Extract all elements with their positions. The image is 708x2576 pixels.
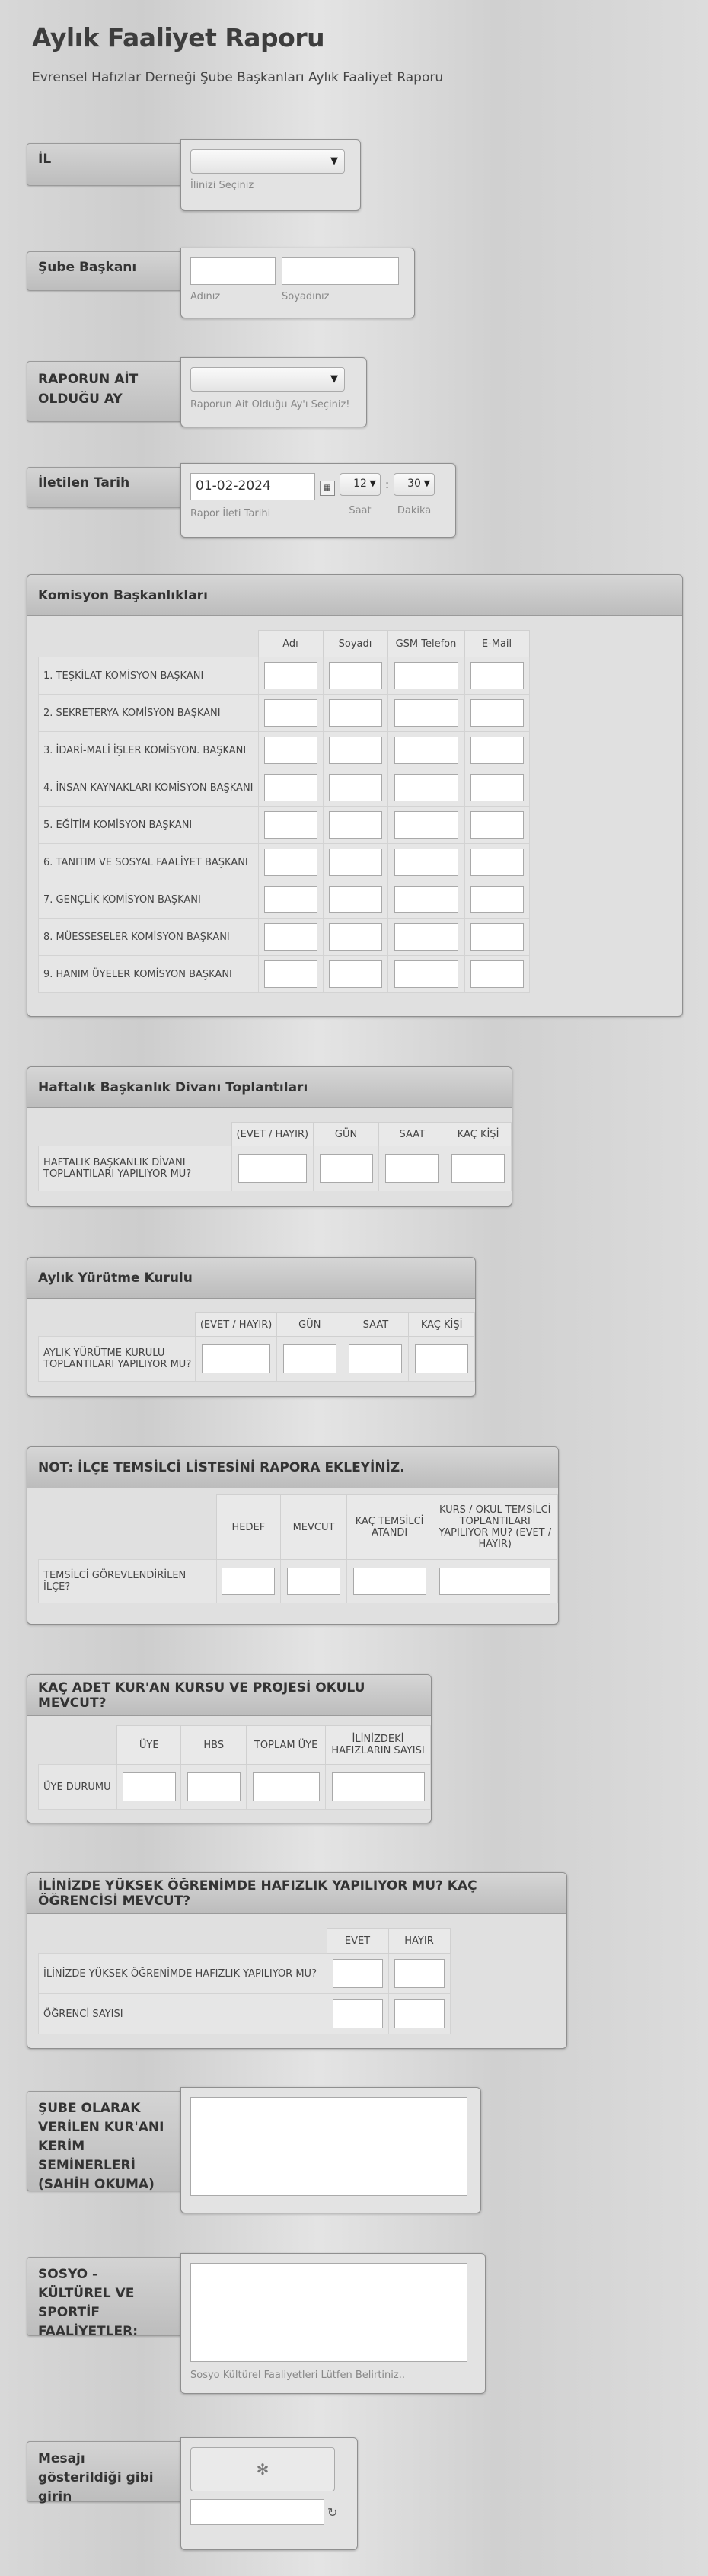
chevron-down-icon: ▼	[369, 478, 376, 488]
sosyo-hint: Sosyo Kültürel Faaliyetleri Lütfen Belirtiniz..	[190, 2370, 405, 2381]
yuksek-table	[38, 1928, 451, 2034]
row-label: TEMSİLCİ GÖREVLENDİRİLEN İLÇE?	[39, 1560, 217, 1603]
grid-corner	[39, 1313, 196, 1337]
grid-input[interactable]	[470, 699, 524, 727]
input-cell	[323, 919, 387, 956]
row-label: ÖĞRENCİ SAYISI	[39, 1994, 327, 2034]
hour-select[interactable]: 12 ▼	[340, 473, 381, 496]
input-cell	[387, 919, 464, 956]
grid-input[interactable]	[394, 811, 458, 839]
grid-input[interactable]	[451, 1154, 505, 1183]
table-row	[39, 1560, 558, 1603]
grid-input[interactable]	[394, 699, 458, 727]
grid-input[interactable]	[333, 1959, 383, 1988]
il-label: İL	[27, 143, 182, 186]
grid-input[interactable]	[394, 923, 458, 951]
kuran-kursu-table	[38, 1725, 431, 1810]
grid-input[interactable]	[415, 1344, 468, 1373]
grid-input[interactable]	[238, 1154, 307, 1183]
table-row	[39, 844, 530, 881]
row-label: 6. TANITIM VE SOSYAL FAALİYET BAŞKANI	[39, 844, 259, 881]
grid-corner	[39, 631, 259, 657]
captcha-field-group	[180, 2437, 358, 2550]
grid-corner	[39, 1123, 232, 1146]
chevron-down-icon: ▼	[330, 373, 338, 385]
table-row	[39, 881, 530, 919]
input-cell	[258, 769, 323, 807]
grid-input[interactable]	[470, 737, 524, 764]
aylik-title: Aylık Yürütme Kurulu	[27, 1258, 475, 1299]
grid-input[interactable]	[329, 886, 382, 913]
input-cell	[258, 881, 323, 919]
column-header: GSM Telefon	[387, 631, 464, 657]
grid-input[interactable]	[264, 849, 317, 876]
column-header: (EVET / HAYIR)	[196, 1313, 277, 1337]
row-label: 9. HANIM ÜYELER KOMİSYON BAŞKANI	[39, 956, 259, 993]
column-header: TOPLAM ÜYE	[247, 1726, 326, 1765]
grid-input[interactable]	[329, 960, 382, 988]
last-name-sublabel: Soyadınız	[282, 291, 330, 302]
input-cell	[445, 1146, 512, 1191]
column-header: HEDEF	[216, 1495, 281, 1560]
row-label: 3. İDARİ-MALİ İŞLER KOMİSYON. BAŞKANI	[39, 732, 259, 769]
input-cell	[387, 881, 464, 919]
grid-input[interactable]	[283, 1344, 336, 1373]
sosyo-label: SOSYO - KÜLTÜREL VE SPORTİF FAALİYETLER:	[27, 2257, 182, 2336]
grid-input[interactable]	[287, 1568, 340, 1595]
input-cell	[247, 1765, 326, 1810]
temsilci-table	[38, 1494, 558, 1603]
row-label: HAFTALIK BAŞKANLIK DİVANI TOPLANTILARI YAPILIYOR MU?	[39, 1146, 232, 1191]
chevron-down-icon: ▼	[330, 155, 338, 167]
input-cell	[464, 769, 529, 807]
il-hint: İlinizi Seçiniz	[190, 180, 254, 191]
grid-input[interactable]	[329, 849, 382, 876]
column-header: GÜN	[313, 1123, 379, 1146]
minute-select[interactable]: 30 ▼	[394, 473, 435, 496]
sube-baskani-field-group	[180, 248, 415, 318]
komisyon-panel	[27, 574, 683, 1017]
column-header: Adı	[258, 631, 323, 657]
yuksek-panel	[27, 1872, 567, 2049]
grid-input[interactable]	[439, 1568, 550, 1595]
row-label: İLİNİZDE YÜKSEK ÖĞRENİMDE HAFIZLIK YAPILIYOR MU?	[39, 1954, 327, 1994]
row-label: 7. GENÇLİK KOMİSYON BAŞKANI	[39, 881, 259, 919]
kuran-kursu-panel	[27, 1674, 432, 1823]
table-row	[39, 1146, 512, 1191]
row-label: AYLIK YÜRÜTME KURULU TOPLANTILARI YAPILIYOR MU?	[39, 1337, 196, 1382]
input-cell	[387, 732, 464, 769]
column-header: KURS / OKUL TEMSİLCİ TOPLANTILARI YAPILIYOR MU? (EVET / HAYIR)	[432, 1495, 558, 1560]
temsilci-title: NOT: İLÇE TEMSİLCİ LİSTESİNİ RAPORA EKLEYİNİZ.	[27, 1447, 558, 1488]
yuksek-title: İLİNİZDE YÜKSEK ÖĞRENİMDE HAFIZLIK YAPILIYOR MU? KAÇ ÖĞRENCİSİ MEVCUT?	[27, 1873, 566, 1914]
grid-input[interactable]	[385, 1154, 439, 1183]
table-row	[39, 1765, 431, 1810]
hour-sublabel: Saat	[349, 505, 372, 516]
input-cell	[323, 657, 387, 695]
time-separator: :	[385, 478, 390, 491]
grid-input[interactable]	[329, 811, 382, 839]
input-cell	[258, 732, 323, 769]
grid-input[interactable]	[333, 1999, 383, 2028]
column-header: Soyadı	[323, 631, 387, 657]
grid-input[interactable]	[264, 923, 317, 951]
input-cell	[387, 695, 464, 732]
table-row	[39, 732, 530, 769]
input-cell	[258, 919, 323, 956]
input-cell	[231, 1146, 313, 1191]
table-row	[39, 657, 530, 695]
input-cell	[258, 956, 323, 993]
grid-input[interactable]	[264, 960, 317, 988]
input-cell	[387, 769, 464, 807]
captcha-label: Mesajı gösterildiği gibi girin	[27, 2441, 182, 2502]
column-header: KAÇ TEMSİLCİ ATANDI	[346, 1495, 432, 1560]
grid-input[interactable]	[187, 1772, 241, 1801]
table-row	[39, 769, 530, 807]
input-cell	[276, 1337, 343, 1382]
input-cell	[181, 1765, 247, 1810]
grid-input[interactable]	[264, 811, 317, 839]
input-cell	[346, 1560, 432, 1603]
input-cell	[327, 1994, 388, 2034]
seminer-textarea[interactable]	[190, 2097, 467, 2196]
grid-input[interactable]	[394, 960, 458, 988]
input-cell	[388, 1994, 450, 2034]
row-label: 8. MÜESSESELER KOMİSYON BAŞKANI	[39, 919, 259, 956]
input-cell	[281, 1560, 347, 1603]
input-cell	[216, 1560, 281, 1603]
input-cell	[464, 695, 529, 732]
grid-input[interactable]	[329, 923, 382, 951]
grid-input[interactable]	[264, 737, 317, 764]
grid-input[interactable]	[470, 774, 524, 801]
table-row	[39, 1954, 451, 1994]
input-cell	[323, 807, 387, 844]
grid-input[interactable]	[470, 849, 524, 876]
input-cell	[464, 881, 529, 919]
input-cell	[258, 657, 323, 695]
first-name-sublabel: Adınız	[190, 291, 221, 302]
seminer-field-group	[180, 2087, 481, 2213]
grid-input[interactable]	[329, 737, 382, 764]
grid-input[interactable]	[264, 774, 317, 801]
input-cell	[258, 807, 323, 844]
grid-input[interactable]	[470, 811, 524, 839]
grid-input[interactable]	[329, 662, 382, 689]
input-cell	[387, 657, 464, 695]
column-header: E-Mail	[464, 631, 529, 657]
il-field-group	[180, 139, 361, 211]
grid-input[interactable]	[264, 662, 317, 689]
grid-input[interactable]	[264, 886, 317, 913]
rapor-ay-label: RAPORUN AİT OLDUĞU AY	[27, 361, 182, 422]
refresh-icon[interactable]: ↻	[327, 2504, 338, 2520]
input-cell	[323, 844, 387, 881]
komisyon-table	[38, 630, 530, 993]
iletilen-tarih-label: İletilen Tarih	[27, 467, 182, 508]
grid-input[interactable]	[253, 1772, 320, 1801]
table-row	[39, 919, 530, 956]
input-cell	[323, 695, 387, 732]
il-select[interactable]	[190, 149, 345, 174]
page-title: Aylık Faaliyet Raporu	[32, 23, 325, 53]
grid-input[interactable]	[264, 699, 317, 727]
input-cell	[464, 956, 529, 993]
captcha-input[interactable]	[190, 2499, 324, 2525]
column-header: GÜN	[276, 1313, 343, 1337]
input-cell	[464, 657, 529, 695]
input-cell	[326, 1765, 431, 1810]
grid-input[interactable]	[470, 662, 524, 689]
last-name-input[interactable]	[282, 257, 399, 285]
calendar-icon[interactable]: ▦	[320, 481, 335, 496]
grid-input[interactable]	[394, 662, 458, 689]
grid-input[interactable]	[394, 849, 458, 876]
input-cell	[323, 881, 387, 919]
table-row	[39, 956, 530, 993]
page-subtitle: Evrensel Hafızlar Derneği Şube Başkanları Aylık Faaliyet Raporu	[32, 70, 444, 85]
input-cell	[464, 919, 529, 956]
input-cell	[379, 1146, 445, 1191]
date-input[interactable]: 01-02-2024	[190, 473, 315, 500]
row-label: 5. EĞİTİM KOMİSYON BAŞKANI	[39, 807, 259, 844]
input-cell	[387, 807, 464, 844]
input-cell	[196, 1337, 277, 1382]
column-header: SAAT	[379, 1123, 445, 1146]
grid-input[interactable]	[470, 960, 524, 988]
grid-input[interactable]	[320, 1154, 373, 1183]
grid-input[interactable]	[394, 1999, 445, 2028]
sosyo-field-group	[180, 2253, 486, 2394]
column-header: SAAT	[343, 1313, 409, 1337]
input-cell	[323, 732, 387, 769]
haftalik-panel	[27, 1066, 512, 1207]
row-label: ÜYE DURUMU	[39, 1765, 117, 1810]
input-cell	[387, 844, 464, 881]
column-header: (EVET / HAYIR)	[231, 1123, 313, 1146]
row-label: 1. TEŞKİLAT KOMİSYON BAŞKANI	[39, 657, 259, 695]
date-hint: Rapor İleti Tarihi	[190, 508, 271, 519]
input-cell	[388, 1954, 450, 1994]
input-cell	[464, 844, 529, 881]
input-cell	[323, 769, 387, 807]
input-cell	[313, 1146, 379, 1191]
grid-input[interactable]	[349, 1344, 402, 1373]
grid-input[interactable]	[470, 923, 524, 951]
column-header: HBS	[181, 1726, 247, 1765]
kuran-kursu-title: KAÇ ADET KUR'AN KURSU VE PROJESİ OKULU MEVCUT?	[27, 1675, 431, 1716]
seminer-label: ŞUBE OLARAK VERİLEN KUR'ANI KERİM SEMİNERLERİ (SAHİH OKUMA)	[27, 2091, 182, 2191]
minute-sublabel: Dakika	[397, 505, 432, 516]
grid-corner	[39, 1726, 117, 1765]
aylik-panel	[27, 1257, 476, 1397]
sosyo-textarea[interactable]	[190, 2263, 467, 2362]
column-header: KAÇ KİŞİ	[445, 1123, 512, 1146]
column-header: MEVCUT	[281, 1495, 347, 1560]
input-cell	[464, 807, 529, 844]
sube-baskani-label: Şube Başkanı	[27, 251, 182, 291]
aylik-table	[38, 1312, 475, 1382]
rapor-ay-field-group	[180, 357, 367, 427]
column-header: HAYIR	[388, 1929, 450, 1954]
input-cell	[117, 1765, 181, 1810]
column-header: EVET	[327, 1929, 388, 1954]
input-cell	[387, 956, 464, 993]
grid-input[interactable]	[202, 1344, 270, 1373]
spinner-icon: ✻	[190, 2447, 335, 2491]
haftalik-table	[38, 1122, 512, 1191]
input-cell	[258, 844, 323, 881]
grid-input[interactable]	[222, 1568, 275, 1595]
grid-input[interactable]	[394, 737, 458, 764]
grid-input[interactable]	[329, 699, 382, 727]
input-cell	[323, 956, 387, 993]
row-label: 2. SEKRETERYA KOMİSYON BAŞKANI	[39, 695, 259, 732]
grid-input[interactable]	[332, 1772, 425, 1801]
komisyon-title: Komisyon Başkanlıkları	[27, 575, 682, 616]
grid-input[interactable]	[394, 1959, 445, 1988]
haftalik-title: Haftalık Başkanlık Divanı Toplantıları	[27, 1067, 512, 1108]
input-cell	[409, 1337, 475, 1382]
input-cell	[258, 695, 323, 732]
input-cell	[464, 732, 529, 769]
row-label: 4. İNSAN KAYNAKLARI KOMİSYON BAŞKANI	[39, 769, 259, 807]
iletilen-tarih-field-group	[180, 463, 456, 538]
grid-input[interactable]	[394, 886, 458, 913]
table-row	[39, 695, 530, 732]
column-header: ÜYE	[117, 1726, 181, 1765]
grid-input[interactable]	[394, 774, 458, 801]
grid-corner	[39, 1929, 327, 1954]
grid-corner	[39, 1495, 217, 1560]
input-cell	[327, 1954, 388, 1994]
input-cell	[432, 1560, 558, 1603]
table-row	[39, 807, 530, 844]
grid-input[interactable]	[353, 1568, 426, 1595]
grid-input[interactable]	[329, 774, 382, 801]
column-header: KAÇ KİŞİ	[409, 1313, 475, 1337]
column-header: İLİNİZDEKİ HAFIZLARIN SAYISI	[326, 1726, 431, 1765]
grid-input[interactable]	[123, 1772, 176, 1801]
temsilci-panel	[27, 1446, 559, 1625]
table-row	[39, 1337, 475, 1382]
first-name-input[interactable]	[190, 257, 276, 285]
chevron-down-icon: ▼	[423, 478, 431, 488]
rapor-ay-hint: Raporun Ait Olduğu Ay'ı Seçiniz!	[190, 399, 350, 411]
grid-input[interactable]	[470, 886, 524, 913]
input-cell	[343, 1337, 409, 1382]
table-row	[39, 1994, 451, 2034]
rapor-ay-select[interactable]	[190, 367, 345, 392]
